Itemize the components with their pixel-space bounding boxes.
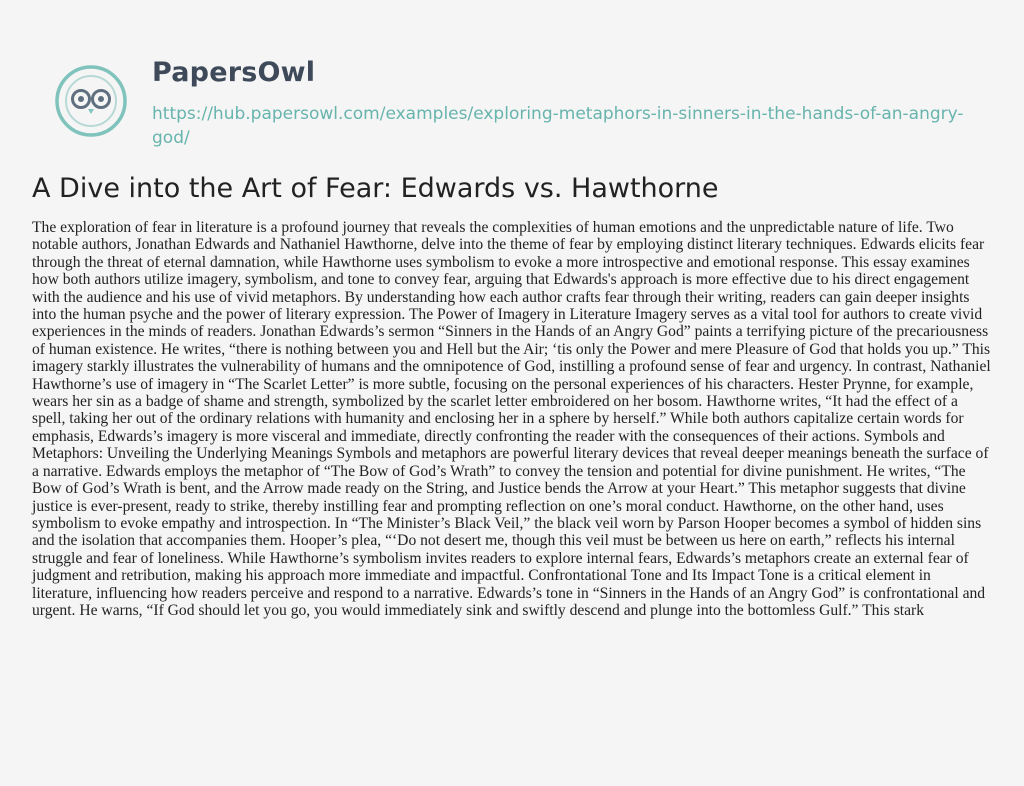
owl-logo-icon <box>52 62 130 140</box>
article-title: A Dive into the Art of Fear: Edwards vs. Hawthorne <box>32 173 719 204</box>
brand-name[interactable]: PapersOwl <box>152 57 316 88</box>
source-url[interactable]: https://hub.papersowl.com/examples/exploring-metaphors-in-sinners-in-the-hands-of-an-angry-god/ <box>152 104 964 148</box>
article-body: The exploration of fear in literature is a profound journey that reveals the complexities of human emotions and the unpredictable nature of life. Two notable authors, Jonathan Edwards and Nathaniel Hawthorne, delve into the theme of fear by employing distinct literary techniques. Edwards elicits fear through the threat of eternal damnation, while Hawthorne uses symbolism to evoke a more introspective and emotional response. This essay examines how both authors utilize imagery, symbolism, and tone to convey fear, arguing that Edwards's approach is more effective due to his direct engagement with the audience and his use of vivid metaphors. By understanding how each author crafts fear through their writing, readers can gain deeper insights into the human psyche and the power of literary expression. The Power of Imagery in Literature Imagery serves as a vital tool for authors to create vivid experiences in the minds of readers. Jonathan Edwards’s sermon “Sinners in the Hands of an Angry God” paints a terrifying picture of the precariousness of human existence. He writes, “there is nothing between you and Hell but the Air; ‘tis only the Power and mere Pleasure of God that holds you up.” This imagery starkly illustrates the vulnerability of humans and the omnipotence of God, instilling a profound sense of fear and urgency. In contrast, Nathaniel Hawthorne’s use of imagery in “The Scarlet Letter” is more subtle, focusing on the personal experiences of his characters. Hester Prynne, for example, wears her sin as a badge of shame and strength, symbolized by the scarlet letter embroidered on her bosom. Hawthorne writes, “It had the effect of a spell, taking her out of the ordinary relations with humanity and enclosing her in a sphere by herself.” While both authors capitalize certain words for emphasis, Edwards’s imagery is more visceral and immediate, directly confronting the reader with the consequences of their actions. Symbols and Metaphors: Unveiling the Underlying Meanings Symbols and metaphors are powerful literary devices that reveal deeper meanings beneath the surface of a narrative. Edwards employs the metaphor of “The Bow of God’s Wrath” to convey the tension and potential for divine punishment. He writes, “The Bow of God’s Wrath is bent, and the Arrow made ready on the String, and Justice bends the Arrow at your Heart.” This metaphor suggests that divine justice is ever-present, ready to strike, thereby instilling fear and prompting reflection on one’s moral conduct. Hawthorne, on the other hand, uses symbolism to evoke empathy and introspection. In “The Minister’s Black Veil,” the black veil worn by Parson Hooper becomes a symbol of hidden sins and the isolation that accompanies them. Hooper’s plea, “‘Do not desert me, though this veil must be between us here on earth,” reflects his internal struggle and fear of loneliness. While Hawthorne’s symbolism invites readers to explore internal fears, Edwards’s metaphors create an external fear of judgment and retribution, making his approach more immediate and impactful. Confrontational Tone and Its Impact Tone is a critical element in literature, influencing how readers perceive and respond to a narrative. Edwards’s tone in “Sinners in the Hands of an Angry God” is confrontational and urgent. He warns, “If God should let you go, you would immediately sink and swiftly descend and plunge into the bottomless Gulf.” This stark <box>32 219 991 619</box>
site-header <box>52 57 992 160</box>
